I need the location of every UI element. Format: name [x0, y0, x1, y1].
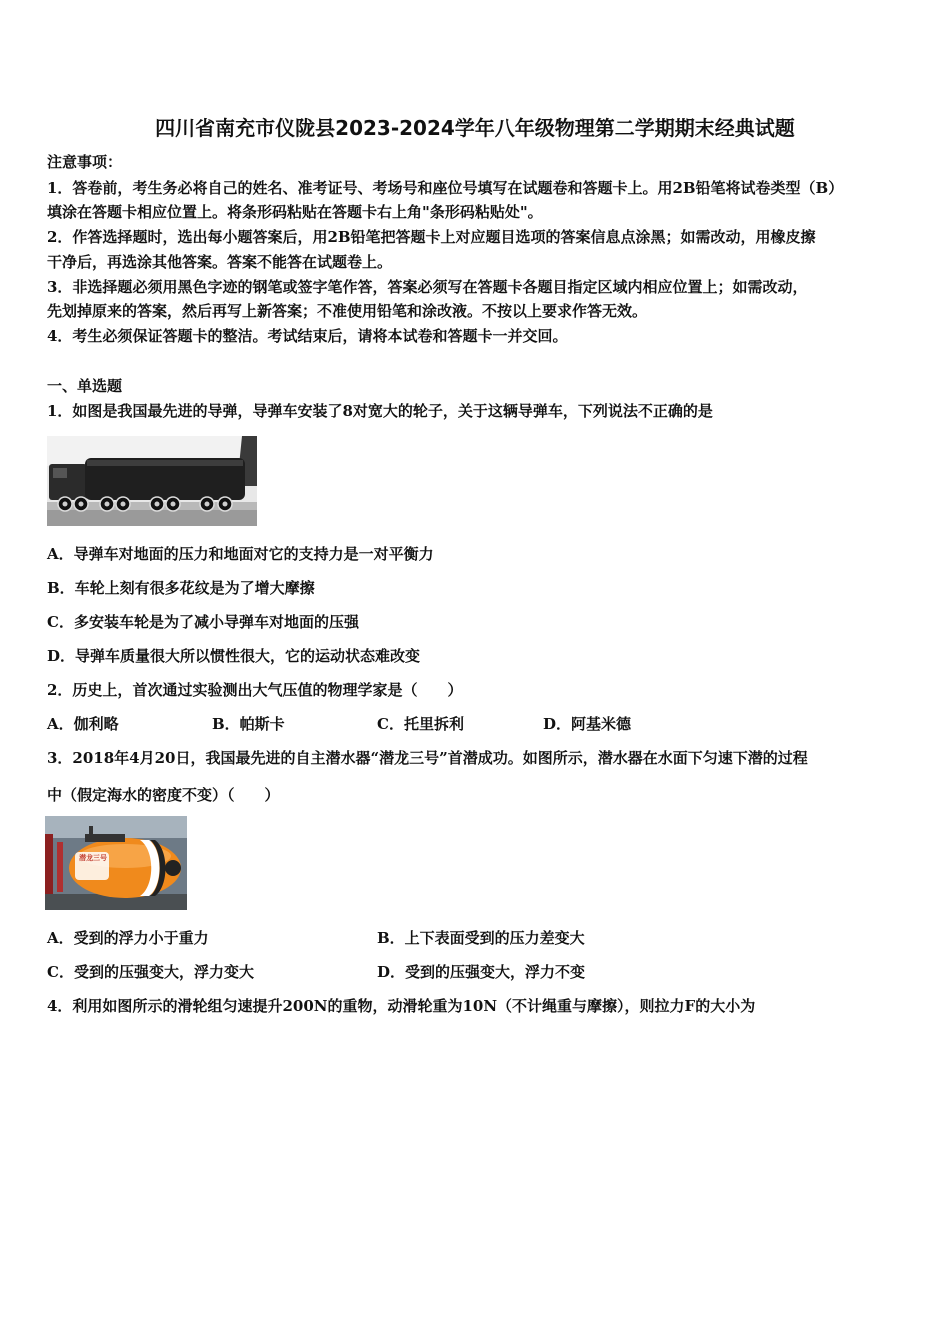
q1-option-a: A．导弹车对地面的压力和地面对它的支持力是一对平衡力: [47, 545, 434, 563]
notice-line: 先划掉原来的答案，然后再写上新答案；不准使用铅笔和涂改液。不按以上要求作答无效。: [47, 302, 648, 320]
section-heading: 一、单选题: [47, 377, 123, 395]
notice-line: 2．作答选择题时，选出每小题答案后，用2B铅笔把答题卡上对应题目选项的答案信息点涂黑；如需改动，用橡皮擦: [47, 228, 816, 246]
q3-option-a: A．受到的浮力小于重力: [47, 929, 209, 947]
q1-option-b: B．车轮上刻有很多花纹是为了增大摩擦: [47, 579, 315, 597]
notice-line: 4．考生必须保证答题卡的整洁。考试结束后，请将本试卷和答题卡一并交回。: [47, 327, 568, 345]
notice-line: 1．答卷前，考生务必将自己的姓名、准考证号、考场号和座位号填写在试题卷和答题卡上。用2B铅笔将试卷类型（B）: [47, 179, 844, 197]
q3-option-b: B．上下表面受到的压力差变大: [377, 929, 585, 947]
page-title: 四川省南充市仪陇县2023-2024学年八年级物理第二学期期末经典试题: [155, 116, 795, 140]
q2-option-a: A．伽利略: [47, 715, 119, 733]
q1-option-d: D．导弹车质量很大所以惯性很大，它的运动状态难改变: [47, 647, 421, 665]
question-3-stem-line1: 3．2018年4月20日，我国最先进的自主潜水器“潜龙三号”首潜成功。如图所示，潜水器在水面下匀速下潜的过程: [47, 749, 808, 767]
q2-option-c: C．托里拆利: [377, 715, 464, 733]
submersible-label: 潜龙三号: [79, 854, 107, 862]
submersible-drawing: [45, 816, 187, 910]
question-3-stem-line2: 中（假定海水的密度不变）（ ）: [47, 786, 280, 804]
q3-option-d: D．受到的压强变大，浮力不变: [377, 963, 586, 981]
q2-option-d: D．阿基米德: [543, 715, 632, 733]
notice-heading: 注意事项：: [47, 153, 123, 171]
q2-option-b: B．帕斯卡: [212, 715, 285, 733]
question-1-stem: 1．如图是我国最先进的导弹，导弹车安装了8对宽大的轮子，关于这辆导弹车，下列说法不正确的是: [47, 402, 713, 420]
submersible-photo: [45, 816, 187, 910]
missile-truck-photo: [47, 436, 257, 526]
question-4-stem: 4．利用如图所示的滑轮组匀速提升200N的重物，动滑轮重为10N（不计绳重与摩擦），则拉力F的大小为: [47, 997, 756, 1015]
question-2-stem: 2．历史上，首次通过实验测出大气压值的物理学家是（ ）: [47, 681, 463, 699]
notice-line: 3．非选择题必须用黑色字迹的钢笔或签字笔作答，答案必须写在答题卡各题目指定区域内相应位置上；如需改动，: [47, 278, 808, 296]
notice-line: 干净后，再选涂其他答案。答案不能答在试题卷上。: [47, 253, 393, 271]
q1-option-c: C．多安装车轮是为了减小导弹车对地面的压强: [47, 613, 359, 631]
q3-option-c: C．受到的压强变大，浮力变大: [47, 963, 254, 981]
notice-line: 填涂在答题卡相应位置上。将条形码粘贴在答题卡右上角"条形码粘贴处"。: [47, 203, 543, 221]
missile-truck-drawing: [47, 436, 257, 526]
